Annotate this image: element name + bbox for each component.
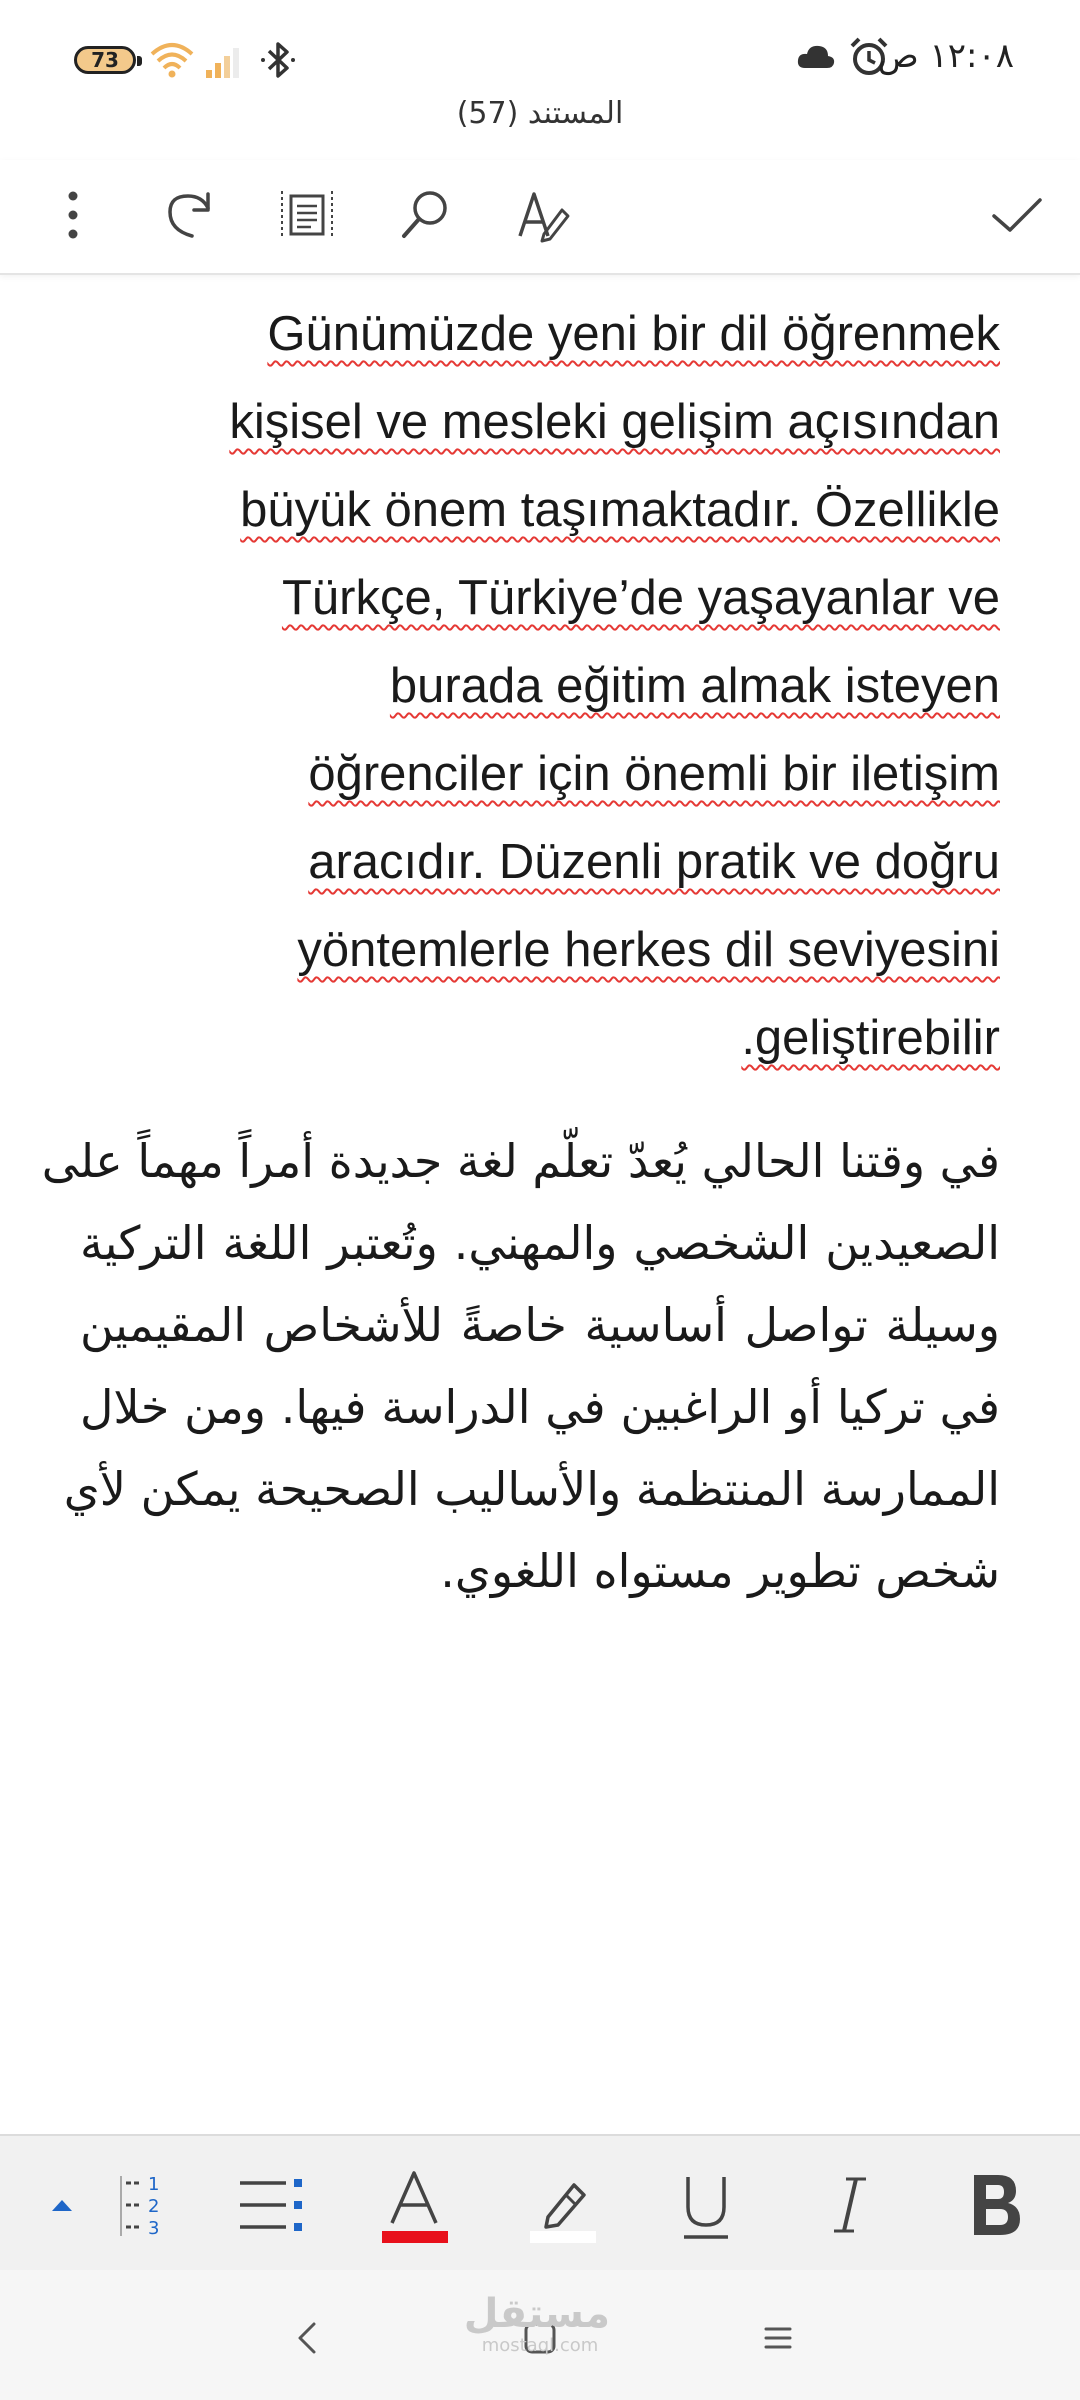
text-line: .geliştirebilir	[741, 1011, 1000, 1065]
text-line: الصعيدين الشخصي والمهني. وتُعتبر اللغة التركية	[80, 1216, 1000, 1270]
text-line: aracıdır. Düzenli pratik ve doğru	[308, 835, 1000, 889]
text-line: öğrenciler için önemli bir iletişim	[308, 747, 1000, 801]
text-line: Günümüzde yeni bir dil öğrenmek	[267, 307, 1000, 361]
underline-icon	[666, 2165, 746, 2245]
more-options-button[interactable]	[38, 180, 108, 250]
watermark-logo: مستقل	[463, 2291, 610, 2337]
document-title: المستند (57)	[456, 96, 624, 131]
bold-button[interactable]	[954, 2160, 1034, 2250]
text-line: في وقتنا الحالي يُعدّ تعلّم لغة جديدة أمراً مهماً على	[41, 1134, 1000, 1188]
text-line: الممارسة المنتظمة والأساليب الصحيحة يمكن لأي	[63, 1462, 1000, 1516]
top-toolbar	[0, 160, 1080, 275]
status-bar	[0, 0, 1080, 100]
menu-lines-icon	[754, 2314, 802, 2362]
text-line: وسيلة تواصل أساسية خاصةً للأشخاص المقيمين	[80, 1298, 1000, 1352]
more-vertical-icon	[44, 186, 102, 244]
bold-icon	[954, 2165, 1034, 2245]
done-button[interactable]	[982, 180, 1052, 250]
search-button[interactable]	[390, 180, 460, 250]
arabic-paragraph[interactable]	[41, 1120, 1000, 1612]
back-chevron-icon	[284, 2314, 332, 2362]
bluetooth-icon	[258, 38, 298, 82]
page-view-icon	[278, 186, 336, 244]
checkmark-icon	[988, 186, 1046, 244]
back-button[interactable]	[278, 2308, 338, 2368]
underline-button[interactable]	[666, 2160, 746, 2250]
signal-icon	[204, 42, 246, 78]
turkish-paragraph[interactable]	[90, 290, 1000, 1082]
wifi-icon	[150, 40, 194, 80]
reading-view-button[interactable]	[272, 180, 342, 250]
battery-icon	[74, 46, 136, 74]
text-line: büyük önem taşımaktadır. Özellikle	[240, 483, 1000, 537]
caret-up-icon	[42, 2185, 82, 2225]
bullet-list-icon	[232, 2165, 312, 2245]
expand-toolbar-button[interactable]	[30, 2160, 94, 2250]
watermark-url: mostaql.com	[481, 2335, 599, 2356]
text-line: Türkçe, Türkiye’de yaşayanlar ve	[281, 571, 1000, 625]
svg-text:3: 3	[148, 2218, 160, 2239]
redo-icon	[162, 186, 220, 244]
bullet-list-button[interactable]	[232, 2160, 312, 2250]
navigation-bar	[0, 2270, 1080, 2400]
watermark	[463, 2291, 610, 2356]
cloud-icon	[796, 42, 836, 72]
text-line: yöntemlerle herkes dil seviyesini	[297, 923, 1000, 977]
italic-icon	[810, 2165, 890, 2245]
search-icon	[396, 186, 454, 244]
text-line: شخص تطوير مستواه اللغوي.	[440, 1544, 1000, 1598]
text-pen-icon	[514, 186, 572, 244]
redo-button[interactable]	[156, 180, 226, 250]
text-line: kişisel ve mesleki gelişim açısından	[229, 395, 1000, 449]
recent-apps-button[interactable]	[748, 2308, 808, 2368]
svg-text:1: 1	[148, 2174, 160, 2195]
battery-level: 73	[91, 48, 119, 72]
text-line: في تركيا أو الراغبين في الدراسة فيها. ومن خلال	[80, 1380, 1000, 1434]
svg-text:2: 2	[148, 2196, 160, 2217]
highlighter-icon	[522, 2165, 602, 2245]
formatting-toolbar	[0, 2134, 1080, 2270]
text-line: burada eğitim almak isteyen	[389, 659, 1000, 713]
numbered-list-button[interactable]	[112, 2160, 192, 2250]
font-color-button[interactable]	[374, 2160, 454, 2250]
draw-button[interactable]	[508, 180, 578, 250]
status-time: ١٢:٠٨ ص	[877, 36, 1014, 76]
numbered-list-icon	[112, 2165, 192, 2245]
italic-button[interactable]	[810, 2160, 890, 2250]
highlight-button[interactable]	[522, 2160, 602, 2250]
font-color-icon	[374, 2165, 454, 2245]
